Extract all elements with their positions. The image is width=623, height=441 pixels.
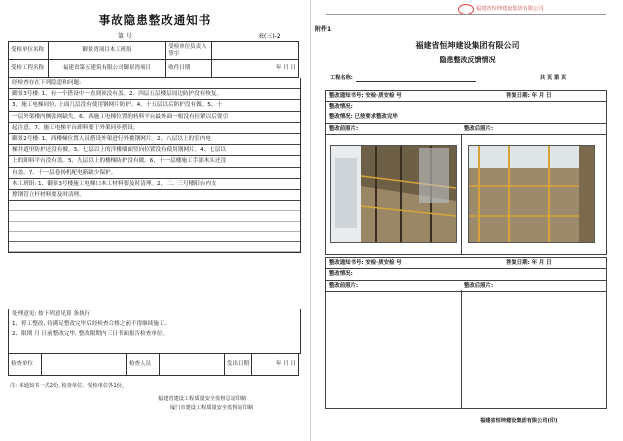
finding-line: 御景2号楼: 1、西楼梯位置人员搭设外架进行外挑钢网片。2、八层以上的室内电 <box>9 133 300 144</box>
photo-divider <box>461 134 462 254</box>
finding-line: 木工班组: 1、御景3号楼施工电梯口木工材料要及时清理。2、二、三号楼阳台内支 <box>9 178 300 189</box>
feedback-subtitle: 隐患整改反馈情况 <box>439 56 496 64</box>
handling-item: 1、停工整改, 待满足整改完毕后经检查合格之前不得继续施工。 <box>12 321 171 328</box>
project-name-value: 福建省第五建筑有限公司御景湾项目 <box>48 60 165 78</box>
blank-lines <box>9 200 300 252</box>
finding-line: 一层外架楼内侧张网缺失。6、西施工电梯位置的转料平台最外面一根没有拉紧以后要引 <box>9 111 300 122</box>
inspected-unit-value: 御景湾项目木工班组 <box>48 42 165 60</box>
after-photo-label: 整改后照片: <box>464 283 494 289</box>
appendix-label: 附件1 <box>315 26 332 33</box>
findings-intro: 经检查存在下列隐患和问题: <box>12 80 82 86</box>
after-photo-label: 整改后照片: <box>464 126 494 132</box>
photo-labels <box>326 124 606 135</box>
finding-line: 起注意。7、施工电梯平台卸料要于外架同步搭设。 <box>9 122 300 133</box>
inspector-person-value[interactable] <box>160 354 225 376</box>
project-name-field[interactable] <box>356 81 476 82</box>
content-label: 整改情况: <box>326 269 606 281</box>
company-name: 福建省恒坤建设集团有限公司 <box>415 41 520 50</box>
signature-table <box>8 353 299 376</box>
unit-head-signature[interactable] <box>212 42 299 60</box>
findings-section <box>8 78 301 253</box>
notice-page <box>0 0 311 441</box>
project-name-label: 受检工程名称 <box>9 60 49 78</box>
content-label: 整改情况: <box>329 104 353 110</box>
issue-date-label: 发出日期 <box>225 354 252 376</box>
before-photo-label: 整改前照片: <box>329 126 359 132</box>
handling-item: 2、限期 月 日前整改完毕, 整改限期内三日书面报告检查单位。 <box>12 331 169 338</box>
inspector-unit-value[interactable] <box>42 354 127 376</box>
notice-number: 整改通知书号: 安检·质安检 号 答复日期: 年 月 日 <box>326 91 606 102</box>
feedback-block-2 <box>325 257 607 409</box>
handling-opinion: 处理意见: 按下列意见算 条执行 <box>12 311 91 317</box>
finding-line: 御景3号楼: 1、有一个搭设中一直到顶没有盖。2、四层五层楼层周边防护没有恢复。 <box>9 88 300 99</box>
header-company: 福建省恒坤建设集团有限公司 <box>476 6 544 12</box>
after-photo[interactable] <box>468 145 595 243</box>
inspected-unit-label: 受检单位名称 <box>9 42 49 60</box>
notice-number: 整改通知书号: 安检·质安检 号 答复日期: 年 月 日 <box>326 258 606 269</box>
receipt-date-label: 收件日期 <box>166 60 212 78</box>
inspector-unit-label: 检查单位 <box>9 354 42 376</box>
unit-head-label: 受检单位负责人签字 <box>166 42 212 60</box>
construction-photo-after-icon <box>469 146 594 242</box>
before-photo[interactable] <box>330 145 457 243</box>
finding-line: 撑钢管立杆材料要及时清理。 <box>9 189 300 200</box>
page-counter: 共 页 第 页 <box>540 75 567 81</box>
photo-labels <box>326 281 606 292</box>
issuer-line-2: 厦门市建设工程质量安全监督站印制 <box>170 405 254 411</box>
photo-divider <box>461 290 462 408</box>
notice-number: 第 号 <box>118 33 132 40</box>
issuer-line-1: 福建省建设工程质量安全监督总站印制 <box>158 396 247 402</box>
finding-line: 有盖。7、十一层卷扬机配电箱缺少保护。 <box>9 167 300 178</box>
header-table <box>8 41 299 78</box>
before-photo-label: 整改前照片: <box>329 283 359 289</box>
project-name-label: 工程名称: <box>330 75 353 81</box>
issue-date-value: 年 月 日 <box>252 354 299 376</box>
footer-company: 福建省恒坤建设集团有限公司(印) <box>480 418 558 424</box>
notice-title: 事故隐患整改通知书 <box>98 13 212 27</box>
footnote: 注: 本通知书一式2份, 检查单位、受检单位各1份。 <box>10 383 128 389</box>
construction-photo-before-icon <box>331 146 456 242</box>
receipt-date-value: 年 月 日 <box>212 60 299 78</box>
finding-line: 3、施工电梯同位, 上面几层没有使用钢网片防护。4、十五层以后防护没有做。5、十 <box>9 99 300 110</box>
content-text: 整改情况: 已按要求整改完毕 <box>326 112 606 124</box>
form-code: 表(三)-2 <box>258 33 281 40</box>
finding-line: 梯井道里防护还没有做。3、七层以上的洋楼墙面竖向位置没有使用钢网片。4、七层以 <box>9 144 300 155</box>
header-rule <box>326 14 606 15</box>
handling-section <box>8 309 301 354</box>
inspector-person-label: 检查人员 <box>127 354 160 376</box>
finding-line: 上的卸料平台没有盖。5、九层以上的楼梯防护没有做。6、十一层楼施工手部木头还没 <box>9 155 300 166</box>
